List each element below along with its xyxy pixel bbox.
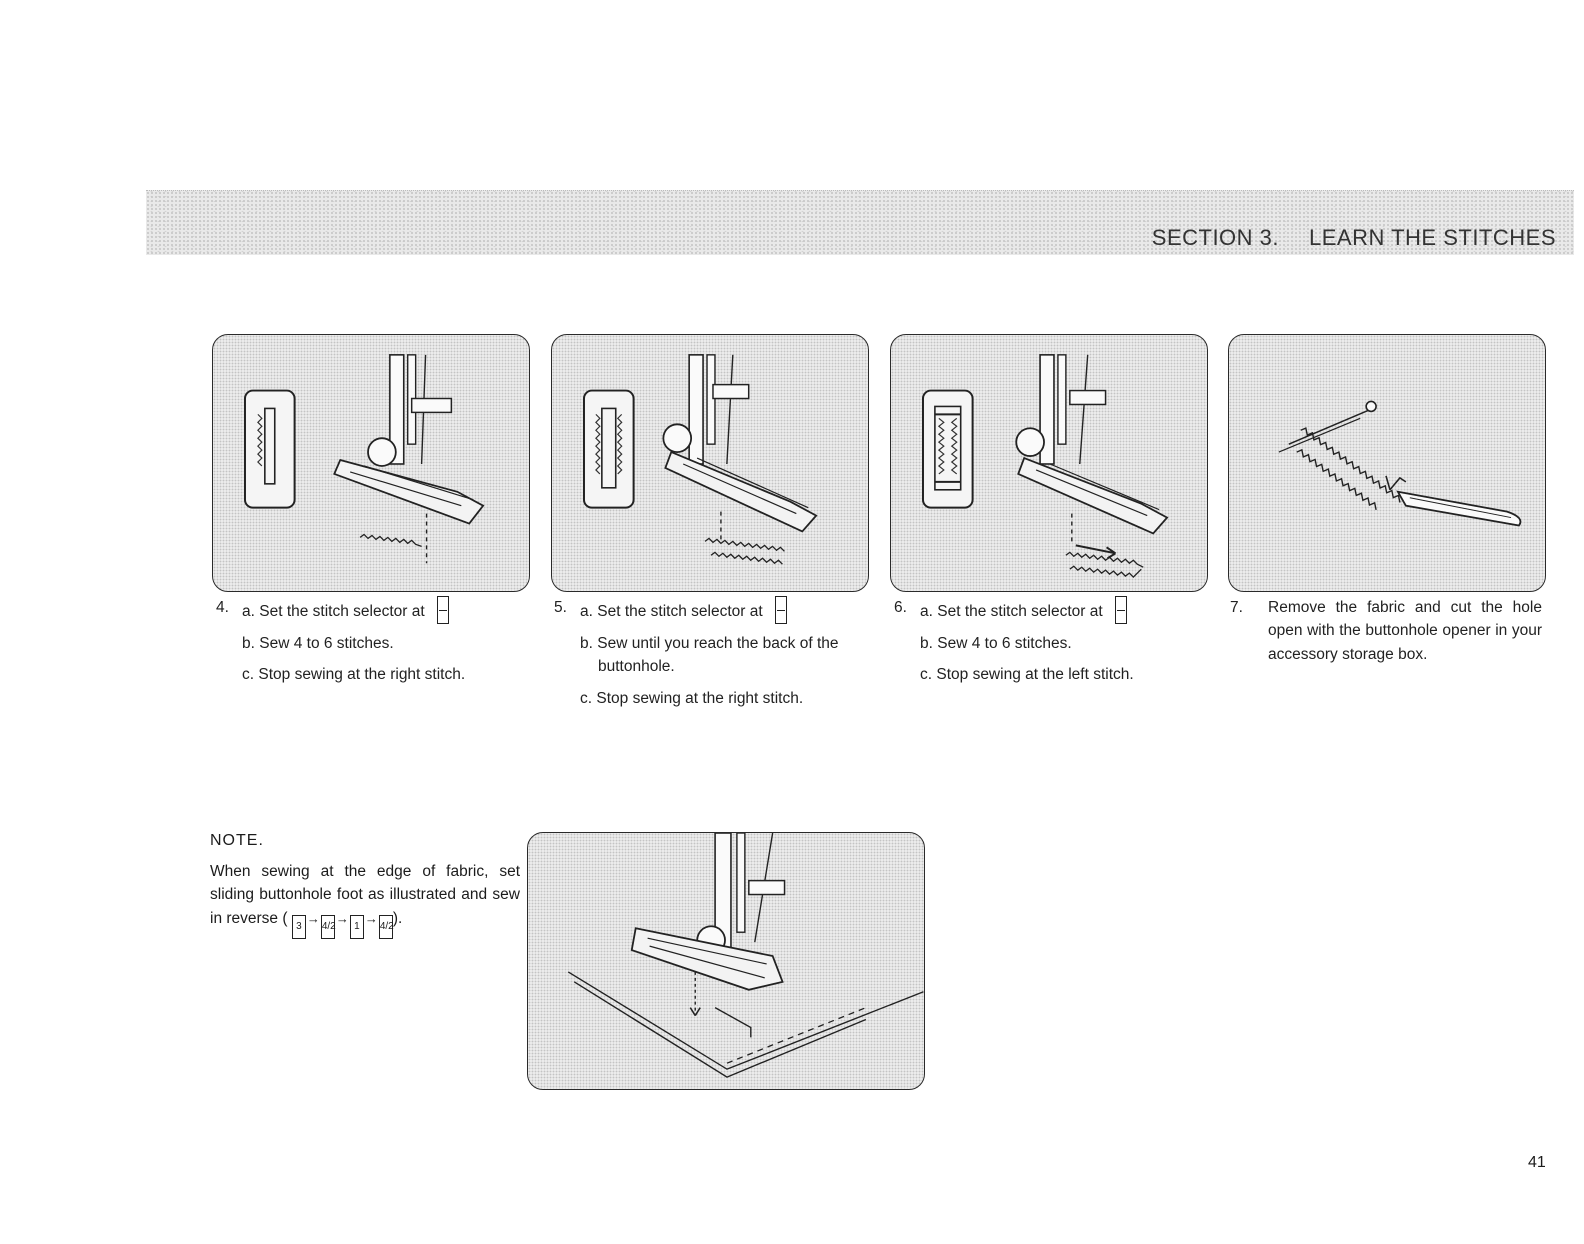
section-header-band — [146, 190, 1574, 255]
step-4-instructions — [216, 596, 516, 687]
stitch-sequence — [292, 909, 403, 932]
stitch-selector-box: 4/2 — [379, 915, 393, 939]
step-6-instructions — [894, 596, 1194, 687]
illustration-step-6 — [890, 334, 1208, 592]
step-number: 4. — [216, 599, 229, 616]
section-name: LEARN THE STITCHES — [1309, 225, 1556, 250]
step-text: Sew until you reach the back of the buttonhole. — [597, 635, 839, 676]
step-letter: b. — [920, 635, 933, 652]
illustration-step-7 — [1228, 334, 1546, 592]
illustration-step-4 — [212, 334, 530, 592]
stitch-selector-box: 4/2 — [321, 915, 335, 939]
stitch-selector-box: 3 — [292, 915, 306, 939]
step-letter: c. — [242, 666, 255, 684]
page-number: 41 — [1528, 1154, 1546, 1171]
illustration-step-5 — [551, 334, 869, 592]
step-text: Remove the fabric and cut the hole open with the buttonhole opener in your accessory storage box. — [1268, 599, 1542, 663]
stitch-selector-1-icon — [775, 596, 787, 624]
note-closing: ). — [392, 909, 403, 927]
arrow-right-icon: → — [364, 910, 378, 926]
buttonhole-opener-illustration — [1229, 335, 1545, 591]
step-letter: b. — [580, 635, 593, 652]
arrow-right-icon: → — [306, 910, 320, 926]
step-letter: c. — [920, 666, 933, 684]
fabric-edge-illustration — [528, 833, 924, 1089]
step-text: Sew 4 to 6 stitches. — [937, 635, 1072, 652]
step-text: Stop sewing at the right stitch. — [596, 689, 804, 707]
step-letter: b. — [242, 635, 255, 652]
step-text: Set the stitch selector at — [597, 603, 763, 620]
stitch-selector-box: 1 — [350, 915, 364, 939]
step-letter: a. — [920, 603, 933, 620]
step-letter: a. — [580, 603, 593, 620]
section-title — [1152, 225, 1556, 251]
stitch-selector-4-2-icon — [437, 596, 449, 624]
step-number: 5. — [554, 599, 567, 616]
step-text: Sew 4 to 6 stitches. — [259, 635, 394, 652]
illustration-note — [527, 832, 925, 1090]
note-text: When sewing at the edge of fabric, set sliding buttonhole foot as illustrated and sew in reverse ( — [210, 863, 520, 927]
step-number: 6. — [894, 599, 907, 616]
note-text-block — [210, 860, 520, 939]
stitch-selector-4-2-icon — [1115, 596, 1127, 624]
step-text: Stop sewing at the right stitch. — [258, 666, 466, 684]
sewing-foot-reverse-illustration — [552, 335, 868, 591]
sewing-foot-end-illustration — [891, 335, 1207, 591]
step-letter: c. — [580, 689, 593, 707]
note-label: NOTE. — [210, 832, 264, 849]
step-text: Set the stitch selector at — [937, 603, 1103, 620]
step-text: Set the stitch selector at — [259, 603, 425, 620]
step-7-instructions — [1230, 596, 1542, 666]
arrow-right-icon: → — [335, 910, 349, 926]
step-5-instructions — [554, 596, 869, 710]
step-text: Stop sewing at the left stitch. — [936, 666, 1134, 684]
step-letter: a. — [242, 603, 255, 620]
section-label: SECTION 3. — [1151, 225, 1280, 250]
sewing-foot-start-illustration — [213, 335, 529, 591]
step-number: 7. — [1230, 599, 1243, 616]
